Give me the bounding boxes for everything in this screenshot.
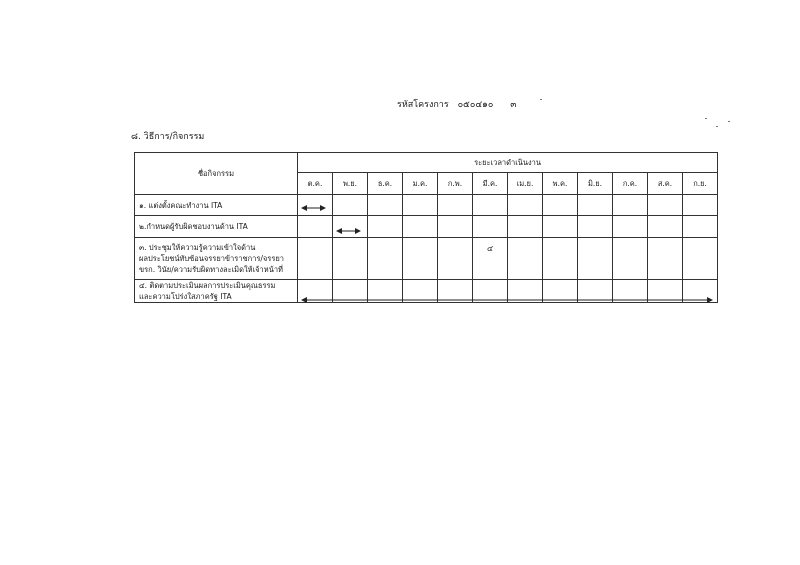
month-header: พ.ค.: [543, 173, 578, 195]
schedule-mark-cell: [473, 238, 508, 280]
month-header: พ.ย.: [333, 173, 368, 195]
activity-name: ๔. ติดตามประเมินผลการประเมินคุณธรรม และความโปร่งใสภาครัฐ ITA: [135, 280, 298, 303]
month-header: ก.พ.: [438, 173, 473, 195]
table-row: [135, 280, 718, 303]
month-header: เม.ย.: [508, 173, 543, 195]
project-code-label: รหัสโครงการ: [397, 100, 449, 110]
activity-column-header: ชื่อกิจกรรม: [135, 153, 298, 195]
month-header: มี.ค.: [473, 173, 508, 195]
scan-speck: [716, 126, 718, 127]
table-row: [135, 216, 718, 238]
table-row: [135, 238, 718, 280]
period-header: ระยะเวลาดำเนินงาน: [298, 153, 718, 173]
activity-schedule-table: [134, 152, 718, 303]
month-header: ส.ค.: [648, 173, 683, 195]
month-header: ต.ค.: [298, 173, 333, 195]
schedule-mark: ๔: [486, 244, 494, 253]
project-code-line: [397, 97, 516, 111]
activity-name: ๒.กำหนดผู้รับผิดชอบงานด้าน ITA: [135, 216, 298, 238]
scan-speck: [705, 118, 707, 119]
activity-name: ๑. แต่งตั้งคณะทำงาน ITA: [135, 195, 298, 216]
month-header: ธ.ค.: [368, 173, 403, 195]
scan-speck: [540, 99, 542, 100]
section-title: ๘. วิธีการ/กิจกรรม: [131, 132, 205, 142]
month-header: ก.ค.: [613, 173, 648, 195]
project-code: ๐๕๐๔๑๐: [457, 100, 494, 110]
month-header: ก.ย.: [683, 173, 718, 195]
page-number: ๓: [510, 100, 517, 110]
month-header: ม.ค.: [403, 173, 438, 195]
month-header: มิ.ย.: [578, 173, 613, 195]
scan-speck: [728, 121, 730, 122]
activity-name: ๓. ประชุมให้ความรู้ความเข้าใจด้าน ผลประโยชน์ทับซ้อนจรรยาข้าราชการ/จรรยา ขรก. วินัย/ความรับผิดทางละเมิดให้เจ้าหน้าที่: [135, 238, 298, 280]
table-row: [135, 195, 718, 216]
